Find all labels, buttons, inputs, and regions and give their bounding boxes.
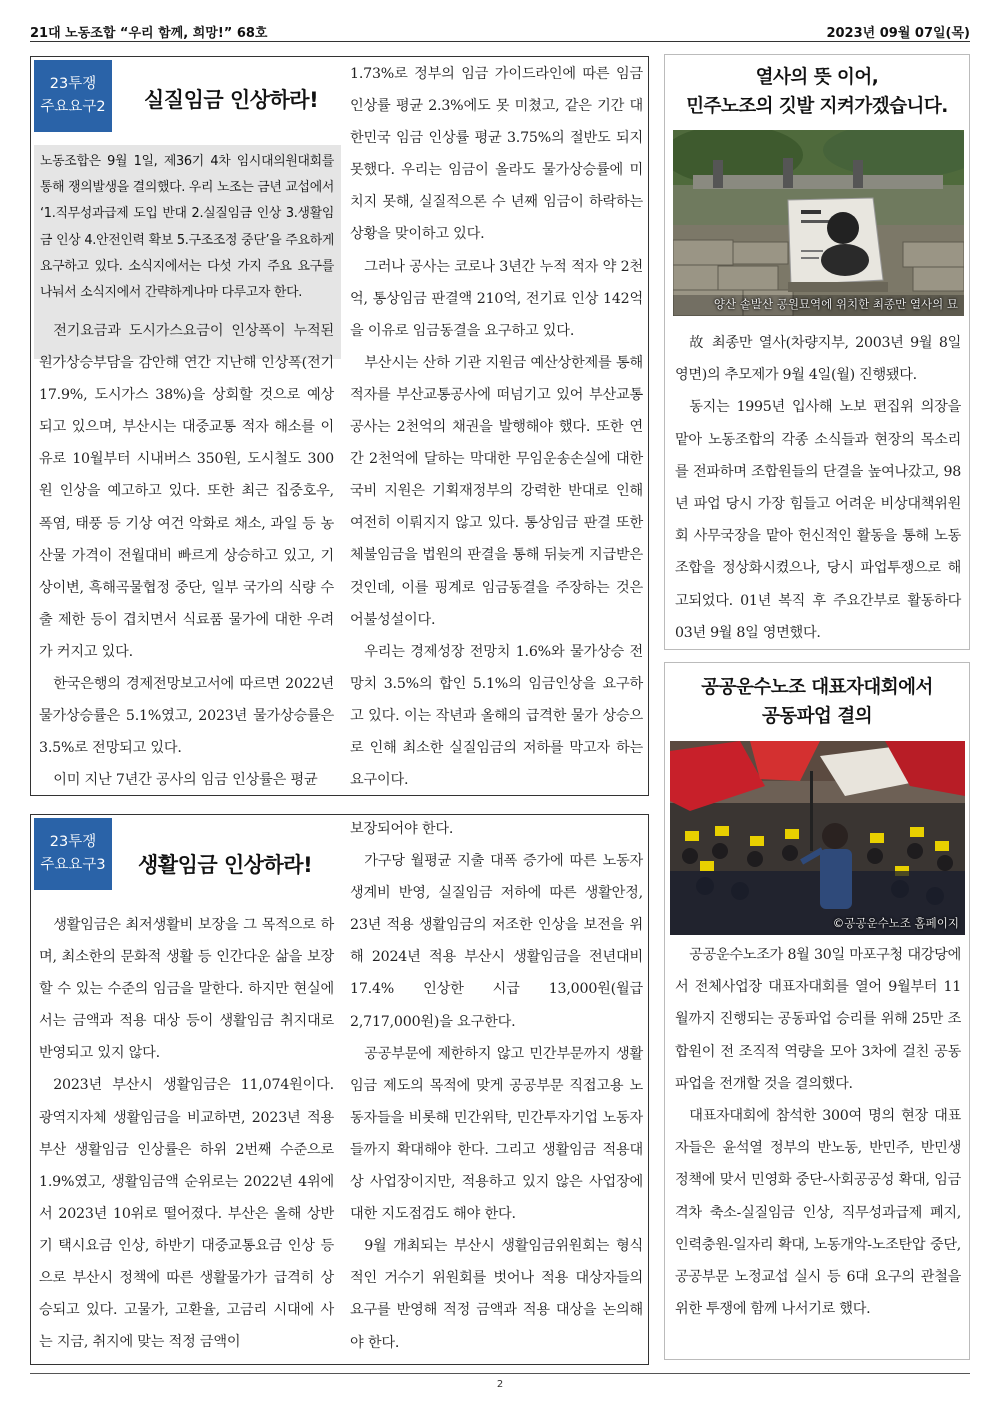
paragraph: 대표자대회에 참석한 300여 명의 현장 대표자들은 윤석열 정부의 반노동, 반민주, 반민생 정책에 맞서 민영화 중단-사회공공성 확대, 임금격차 축소-실질임금 인상, 직무성과급제 폐지, 인력충원-일자리 확대, 노동개악-노조탄압 중단, 공공부문 노정교섭 실시 등 6대 요구의 관철을 위한 투쟁에 함께 나서기로 했다. xyxy=(675,1108,961,1318)
sidebar-memorial xyxy=(664,54,970,650)
article-title: 생활임금 인상하라! xyxy=(138,853,313,877)
newsletter-issue: 21대 노동조합 “우리 함께, 희망!” 68호 xyxy=(30,26,268,41)
article-column-1 xyxy=(39,909,334,1358)
tag-line: 23투쟁 xyxy=(49,834,97,850)
tag-line: 주요요구3 xyxy=(40,857,106,873)
issue-date: 2023년 09월 07일(목) xyxy=(826,26,970,41)
paragraph: 이미 지난 7년간 공사의 임금 인상률은 평균 xyxy=(53,772,318,789)
sidebar-title xyxy=(665,673,969,731)
tag-line: 23투쟁 xyxy=(49,76,97,92)
sidebar-body xyxy=(675,327,961,649)
title-line: 민주노조의 깃발 지켜가겠습니다. xyxy=(686,96,948,117)
tag-line: 주요요구2 xyxy=(40,99,106,115)
paragraph: 동지는 1995년 입사해 노보 편집위 의장을 맡아 노동조합의 각종 소식들과 현장의 목소리를 전파하며 조합원들의 단결을 높여나갔고, 98년 파업 당시 가장 힘들고 어려운 비상대책위원회 사무국장을 맡아 헌신적인 활동을 통해 노동조합을 정상화시켰으나, 당시 파업투쟁으로 해고되었다. 01년 복직 후 주요간부로 활동하다 03년 9월 8일 영면했다. xyxy=(675,399,961,641)
sidebar-body xyxy=(675,939,961,1325)
paragraph: 생활임금은 최저생활비 보장을 그 목적으로 하며, 최소한의 문화적 생활 등 인간다운 삶을 보장할 수 있는 수준의 임금을 말한다. 하지만 현실에서는 금액과 적용 대상 등이 생활임금 취지대로 반영되고 있지 않다. xyxy=(39,917,334,1062)
paragraph: 한국은행의 경제전망보고서에 따르면 2022년 물가상승률은 5.1%였고, 2023년 물가상승률은 3.5%로 전망되고 있다. xyxy=(39,676,334,757)
page-number: 2 xyxy=(496,1379,504,1390)
paragraph: 보장되어야 한다. xyxy=(350,821,454,837)
memorial-photo-image xyxy=(673,130,964,316)
photo-caption: 양산 솥발산 공원묘역에 위치한 최종만 열사의 묘 xyxy=(713,297,958,311)
paragraph: 부산시는 산하 기관 지원금 예산상한제를 통해 적자를 부산교통공사에 떠넘기고 있어 부산교통공사는 2천억의 채권을 발행해야 했다. 또한 연간 2천억에 달하는 막대한 무임운송손실에 대한 국비 지원은 기획재정부의 강력한 반대로 인해 여전히 이뤄지지 않고 있다. 통상임금 판결 또한 체불임금을 법원의 판결을 통해 뒤늦게 지급받은 것인데, 이를 핑계로 임금동결을 주장하는 것은 어불성설이다. xyxy=(350,354,643,628)
title-line: 열사의 뜻 이어, xyxy=(755,67,879,88)
paragraph: 그러나 공사는 코로나 3년간 누적 적자 약 2천억, 통상임금 판결액 210억, 전기료 인상 142억을 이유로 임금동결을 요구하고 있다. xyxy=(350,258,643,339)
article-title: 실질임금 인상하라! xyxy=(144,88,319,112)
paragraph: 공공운수노조가 8월 30일 마포구청 대강당에서 전체사업장 대표자대회를 열어 9월부터 11월까지 진행되는 공동파업 승리를 위해 25만 조합원이 전 조직적 역량을 모아 3차에 걸친 공동파업을 전개할 것을 결의했다. xyxy=(675,947,961,1092)
page-header xyxy=(30,20,970,42)
paragraph: 9월 개최되는 부산시 생활임금위원회는 형식적인 거수기 위원회를 벗어나 적용 대상자들의 요구를 반영해 적정 금액과 적용 대상을 논의해야 한다. xyxy=(350,1238,643,1351)
paragraph: 우리는 경제성장 전망치 1.6%와 물가상승 전망치 3.5%의 합인 5.1%의 임금인상을 요구하고 있다. 이는 작년과 올해의 급격한 물가 상승으로 인해 최소한 실질임금의 저하를 막고자 하는 요구이다. xyxy=(350,643,643,789)
paragraph: 가구당 월평균 지출 대폭 증가에 따른 노동자 생계비 반영, 실질임금 저하에 따른 생활안정, 23년 적용 생활임금의 저조한 인상을 보전을 위해 2024년 적용 부산시 생활임금을 전년대비 17.4% 인상한 시급 13,000원(월급 2,717,000원)을 요구한다. xyxy=(350,853,643,1030)
demand-tag xyxy=(34,818,112,890)
paragraph: 2023년 부산시 생활임금은 11,074원이다. 광역지자체 생활임금을 비교하면, 2023년 적용 부산 생활임금 인상률은 하위 2번째 수준으로 1.9%였고, 생활임금액 순위로는 2022년 4위에서 2023년 10위로 떨어졌다. 부산은 올해 상반기 택시요금 인상, 하반기 대중교통요금 인상 등으로 부산시 정책에 따른 생활물가가 급격히 상승되고 있다. 고물가, 고환율, 고금리 시대에 사는 지금, 취지에 맞는 적정 금액이 xyxy=(39,1077,334,1351)
rally-photo xyxy=(670,741,965,935)
article-column-2 xyxy=(350,813,643,1359)
paragraph: 1.73%로 정부의 임금 가이드라인에 따른 임금 인상률 평균 2.3%에도 못 미쳤고, 같은 기간 대한민국 임금 인상률 평균 3.75%의 절반도 되지 못했다. 우리는 임금이 올라도 물가상승률에 미치지 못해, 실질적으론 수 년째 임금이 하락하는 상황을 맞이하고 있다. xyxy=(350,66,643,243)
rally-photo-image xyxy=(670,741,965,935)
article-column-2 xyxy=(350,58,643,796)
paragraph: 故 최종만 열사(차량지부, 2003년 9월 8일 영면)의 추모제가 9월 4일(월) 진행됐다. xyxy=(675,335,961,384)
article-column-1 xyxy=(39,315,334,796)
photo-caption: ©공공운수노조 홈페이지 xyxy=(832,916,959,930)
sidebar-title xyxy=(665,63,969,121)
paragraph: 공공부문에 제한하지 않고 민간부문까지 생활임금 제도의 목적에 맞게 공공부문 직접고용 노동자들을 비롯해 민간위탁, 민간투자기업 노동자들까지 확대해야 한다. 그리고 생활임금 적용대상 사업장이지만, 적용하고 있지 않은 사업장에 대한 지도점검도 해야 한다. xyxy=(350,1045,643,1223)
article-summary: 노동조합은 9월 1일, 제36기 4차 임시대의원대회를 통해 쟁의발생을 결의했다. 우리 노조는 금년 교섭에서 ‘1.직무성과급제 도입 반대 2.실질임금 인상 3.생활임금 인상 4.안전인력 확보 5.구조조정 중단’을 주요하게 요구하고 있다. 소식지에서는 다섯 가지 주요 요구를 나눠서 소식지에서 간략하게나마 다루고자 한다. xyxy=(34,145,341,359)
sidebar-strike xyxy=(664,662,970,1360)
paragraph: 전기요금과 도시가스요금이 인상폭이 누적된 원가상승부담을 감안해 연간 지난해 인상폭(전기 17.9%, 도시가스 38%)을 상회할 것으로 예상되고 있으며, 부산시는 대중교통 적자 해소를 이유로 10월부터 시내버스 350원, 도시철도 300원 인상을 예고하고 있다. 또한 최근 집중호우, 폭염, 태풍 등 기상 여건 악화로 채소, 과일 등 농산물 가격이 전월대비 빠르게 상승하고 있고, 기상이변, 흑해곡물협정 중단, 일부 국가의 식량 수출 제한 등이 겹치면서 식료품 물가에 대한 우려가 커지고 있다. xyxy=(39,323,334,660)
demand-tag xyxy=(34,60,112,132)
title-line: 공공운수노조 대표자대회에서 xyxy=(701,677,933,698)
footer-divider xyxy=(30,1373,970,1374)
memorial-photo xyxy=(673,130,964,316)
article-living-wage xyxy=(30,814,649,1365)
article-real-wage xyxy=(30,56,649,796)
title-line: 공동파업 결의 xyxy=(761,706,873,727)
